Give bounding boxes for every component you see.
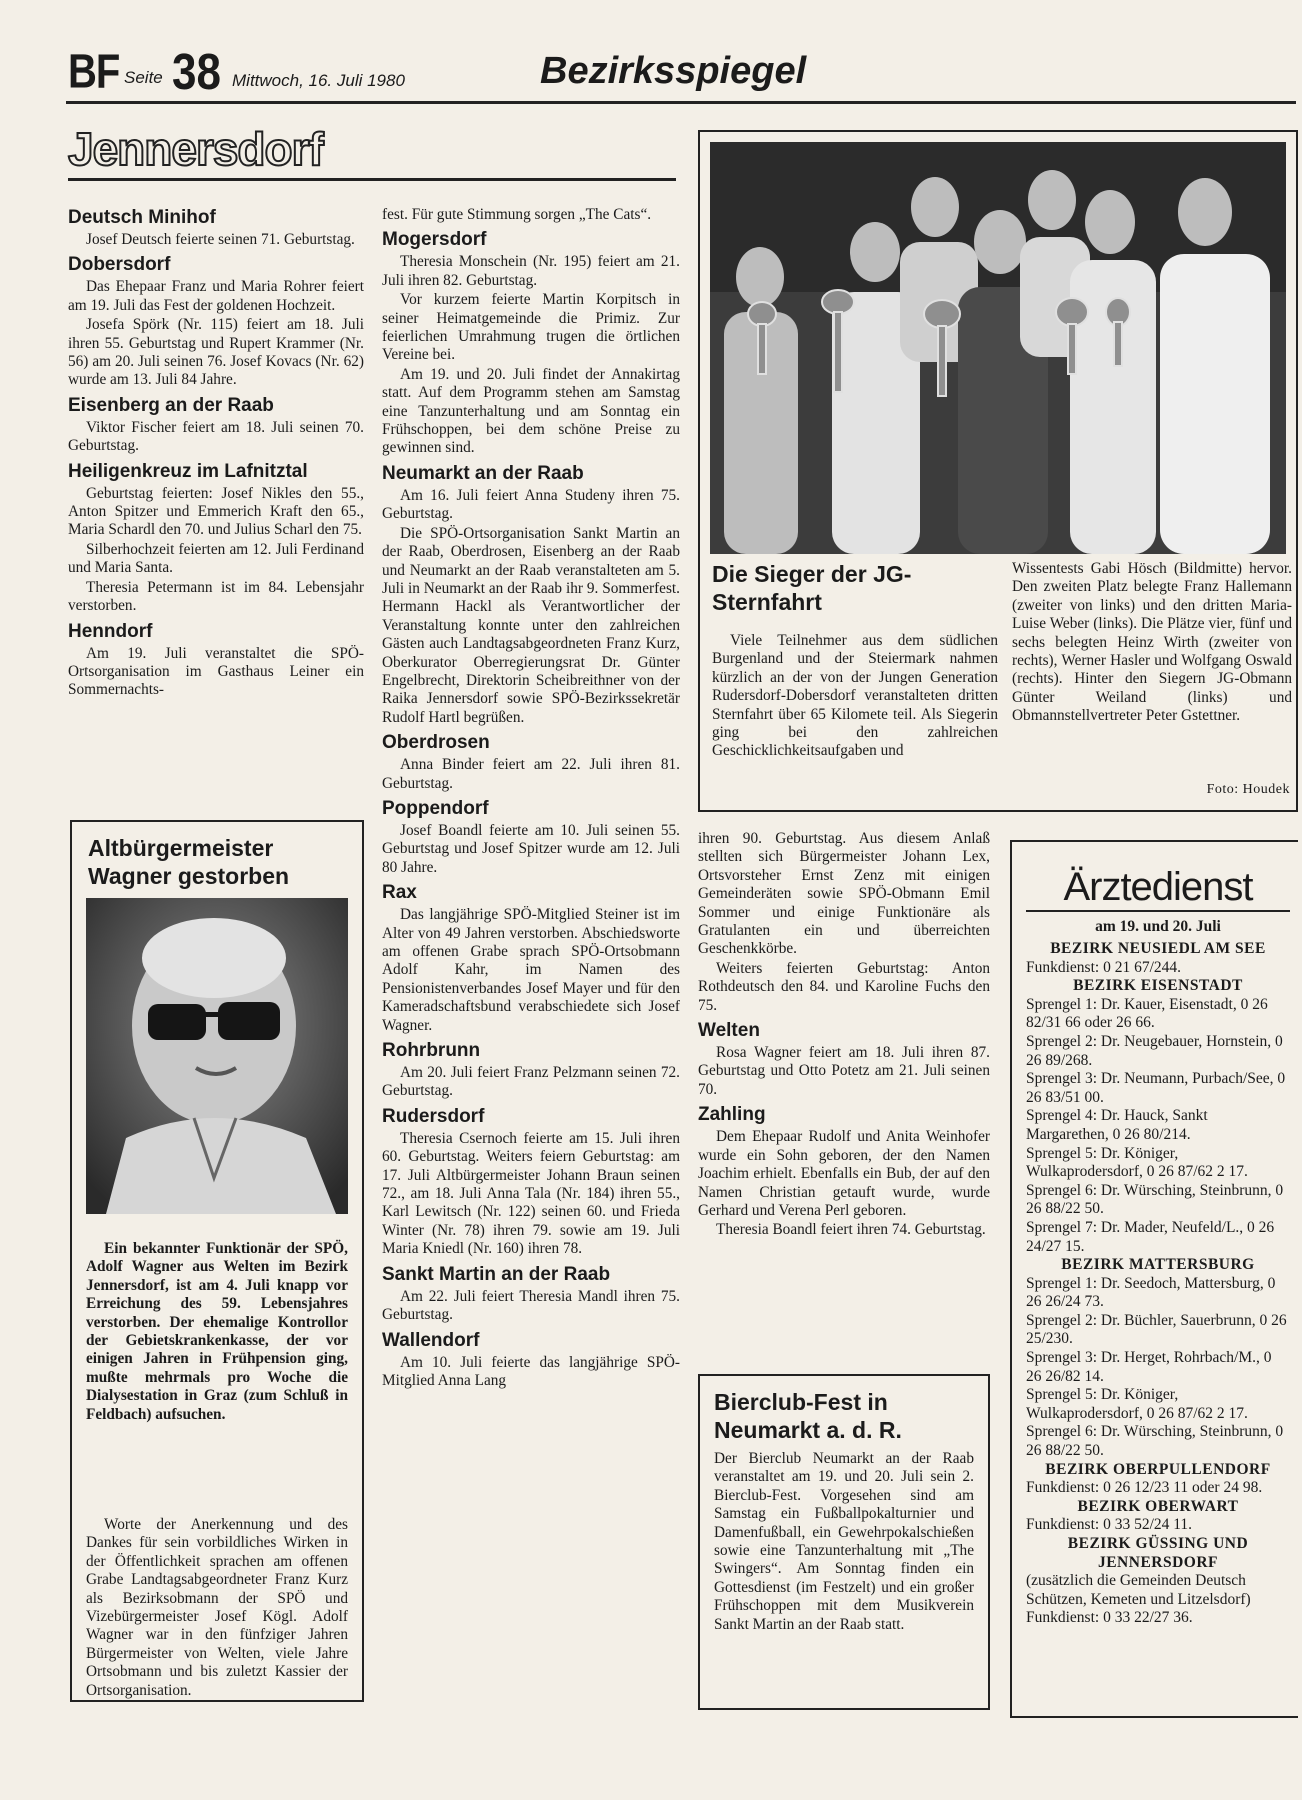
- issue-date: Mittwoch, 16. Juli 1980: [232, 71, 405, 90]
- obituary-box: [70, 820, 364, 1702]
- news-column-2: [382, 206, 680, 1391]
- item-paragraph: Am 19. Juli veranstaltet die SPÖ-Ortsorganisation im Gasthaus Leiner ein Sommernachts-: [68, 644, 364, 699]
- item-heading: Welten: [698, 1020, 760, 1042]
- item-heading: Zahling: [698, 1104, 766, 1126]
- item-heading: Wallendorf: [382, 1329, 480, 1351]
- obituary-body: Worte der Anerkennung und des Dankes für sein vorbildliches Wirken in der Öffentlichkeit sprachen am offenen Grabe Landtagsabgeordneter Franz Kurz als Bezirksobmann der SPÖ und Vizebürgermeister Josef Kögl. Adolf Wagner war in den fünfziger Jahren Bürgermeister von Welten, viele Jahre Ortsobmann und bis zuletzt Kassier der Ortsorganisation.: [86, 1516, 348, 1699]
- doctor-service-dates: am 19. und 20. Juli: [1095, 918, 1221, 935]
- doctor-entry: Sprengel 2: Dr. Büchler, Sauerbrunn, 0 26 25/230.: [1026, 1311, 1287, 1348]
- item-paragraph: Theresia Petermann ist im 84. Lebensjahr verstorben.: [68, 578, 364, 615]
- obituary-title: Altbürgermeister Wagner gestorben: [88, 835, 290, 889]
- doctor-entry: Sprengel 5: Dr. Königer, Wulkaprodersdorf, 0 26 87/62 2 17.: [1026, 1144, 1248, 1181]
- news-column-3: [698, 830, 990, 1241]
- doctor-entry: Sprengel 3: Dr. Herget, Rohrbach/M., 0 26 26/82 14.: [1026, 1349, 1272, 1385]
- item-heading: Poppendorf: [382, 797, 489, 819]
- doctor-entry: Sprengel 5: Dr. Königer, Wulkaprodersdorf, 0 26 87/62 2 17.: [1026, 1386, 1248, 1422]
- district-heading: BEZIRK OBERPULLENDORF: [1045, 1460, 1271, 1478]
- doctor-entry: Sprengel 6: Dr. Würsching, Steinbrunn, 0 26 88/22 50.: [1026, 1423, 1284, 1460]
- district-heading: BEZIRK MATTERSBURG: [1061, 1256, 1255, 1274]
- item-heading: Mogersdorf: [382, 229, 487, 251]
- district-heading: BEZIRK EISENSTADT: [1073, 977, 1243, 995]
- bierclub-box: [698, 1374, 990, 1710]
- section-title: Bezirksspiegel: [540, 50, 807, 92]
- item-paragraph: Vor kurzem feierte Martin Korpitsch in seiner Heimatgemeinde die Primiz. Zur feierlichen Umrahmung trugen die örtlichen Vereine bei.: [382, 291, 680, 364]
- portrait-photo: [86, 898, 348, 1214]
- doctor-entry: Funkdienst: 0 21 67/244.: [1026, 958, 1182, 976]
- doctor-service-list: [1026, 940, 1290, 1628]
- district-heading: BEZIRK OBERWART: [1077, 1497, 1239, 1515]
- item-heading: Henndorf: [68, 620, 153, 642]
- page-label: Seite: [124, 68, 163, 87]
- item-paragraph: ihren 90. Geburtstag. Aus diesem Anlaß stellten sich Bürgermeister Johann Lex, Ortsvorsteher Ernst Zenz mit einigen Gemeinderäten sowie SPÖ-Obmann Emil Sommer und einige Funktionäre als Gratulanten ein und überreichten Geschenkkörbe.: [698, 830, 990, 958]
- photo-story-text-1: Viele Teilnehmer aus dem südlichen Burgenland und der Steiermark nahmen kürzlich an der von der Jungen Generation Rudersdorf-Dobersdorf veranstalteten dritten Sternfahrt über 65 Kilomete teil. Als Siegerin ging bei den zahlreichen Geschicklichkeitsaufgaben und: [712, 632, 998, 760]
- winners-image: [710, 142, 1286, 554]
- doctor-entry: Sprengel 6: Dr. Würsching, Steinbrunn, 0 26 88/22 50.: [1026, 1181, 1284, 1218]
- doctor-entry: Sprengel 2: Dr. Neugebauer, Hornstein, 0 26 89/268.: [1026, 1032, 1283, 1069]
- item-paragraph: Josefa Spörk (Nr. 115) feiert am 18. Juli ihren 55. Geburtstag und Rupert Krammer (Nr. 56) am 20. Juli seinen 76. Josef Kovacs (Nr. 62) wurde am 13. Juli 84 Jahre.: [68, 316, 364, 389]
- bierclub-text: Der Bierclub Neumarkt an der Raab veranstaltet am 19. und 20. Juli sein 2. Bierclub-Fest. Vorgesehen sind am Samstag ein Fußballpokalturnier und Damenfußball, ein Gewehrpokalschießen sowie eine Tanzunterhaltung mit „The Swingers“. Am Sonntag finden ein Gottesdienst (im Festzelt) und ein großer Frühschoppen mit dem Musikverein Sankt Martin an der Raab statt.: [714, 1450, 974, 1633]
- photo-story-text-2: Wissentests Gabi Hösch (Bildmitte) hervor. Den zweiten Platz belegte Franz Hallemann (zweiter von links) und den dritten Maria-Luise Weber (links). Die Plätze vier, fünf und sechs belegten Heinz Wirth (zweiter von rechts), Werner Hasler und Wolfgang Oswald (rechts). Hinter den Siegern JG-Obmann Günter Weiland (links) und Obmannstellvertreter Peter Gstettner.: [1012, 560, 1292, 725]
- item-paragraph: Josef Deutsch feierte seinen 71. Geburtstag.: [86, 231, 355, 248]
- item-paragraph: Rosa Wagner feiert am 18. Juli ihren 87. Geburtstag und Otto Potetz am 21. Juli seinen 70.: [698, 1044, 990, 1098]
- district-heading: BEZIRK GÜSSING UND JENNERSDORF: [1067, 1535, 1249, 1571]
- item-heading: Rohrbrunn: [382, 1040, 481, 1062]
- item-paragraph: Josef Boandl feierte am 10. Juli seinen 55. Geburtstag und Josef Spitzer wurde am 12. Juli 80 Jahre.: [382, 821, 680, 876]
- item-paragraph: Weiters feierten Geburtstag: Anton Rothdeutsch den 84. und Karoline Fuchs den 75.: [698, 959, 990, 1014]
- photo-story-box: [698, 130, 1298, 812]
- item-heading: Heiligenkreuz im Lafnitztal: [68, 460, 308, 482]
- photo-credit: Foto: Houdek: [1206, 782, 1290, 797]
- item-paragraph: Am 16. Juli feiert Anna Studeny ihren 75. Geburtstag.: [382, 486, 680, 523]
- item-paragraph: Silberhochzeit feierten am 12. Juli Ferdinand und Maria Santa.: [68, 540, 364, 577]
- doctor-service-box: [1010, 840, 1298, 1718]
- news-column-1: [68, 206, 364, 701]
- doctor-entry: Funkdienst: 0 33 52/24 11.: [1026, 1516, 1193, 1534]
- item-paragraph: Das Ehepaar Franz und Maria Rohrer feiert am 19. Juli das Fest der goldenen Hochzeit.: [68, 278, 364, 314]
- item-paragraph: Dem Ehepaar Rudolf und Anita Weinhofer wurde ein Sohn geboren, der den Namen Joachim erhielt. Ebenfalls ein Bub, der auf den Namen Christian getauft wurde, wurde Gerhard und Verena Perl geboren.: [698, 1128, 990, 1219]
- doctor-entry: Sprengel 1: Dr. Seedoch, Mattersburg, 0 26 26/24 73.: [1026, 1274, 1276, 1311]
- obituary-lead: Ein bekannter Funktionär der SPÖ, Adolf Wagner aus Welten im Bezirk Jennersdorf, ist am 4. Juli knapp vor Erreichung des 59. Lebensjahres verstorben. Der ehemalige Kontrollor der Gebietskrankenkasse, der vor einigen Jahren in Frühpension ging, mußte mehrmals pro Woche die Dialysestation in Graz (zum Schluß in Feldbach) aufsuchen.: [86, 1240, 348, 1423]
- page-number: 38: [172, 44, 221, 101]
- item-heading: Neumarkt an der Raab: [382, 462, 584, 484]
- item-heading: Deutsch Minihof: [68, 207, 216, 228]
- item-paragraph: Die SPÖ-Ortsorganisation Sankt Martin an der Raab, Oberdrosen, Eisenberg an der Raab und Neumarkt an der Raab veranstalteten am 5. Juli in Neumarkt an der Raab ihr 9. Sommerfest. Hermann Hackl als Verantwortlicher der Veranstaltung konnte unter den zahlreichen Gästen auch Landtagsabgeordneten Franz Kurz, Oberkurator Oberregierungsrat Dr. Günter Engelbrecht, Direktorin Scheibreithner von der Raika Jennersdorf sowie SPÖ-Bezirkssekretär Rudolf Hartl begrüßen.: [382, 524, 680, 726]
- district-rule: [68, 178, 676, 181]
- item-paragraph: Am 22. Juli feiert Theresia Mandl ihren 75. Geburtstag.: [382, 1287, 680, 1324]
- item-heading: Sankt Martin an der Raab: [382, 1263, 611, 1285]
- item-paragraph: Theresia Csernoch feierte am 15. Juli ihren 60. Geburtstag. Weiters feiern Geburtstag: am 17. Juli Altbürgermeister Johann Braun seinen 72., am 18. Juli Anna Tala (Nr. 184) ihren 55., Karl Lewitsch (Nr. 122) seinen 60. und Frieda Winter (Nr. 78) ihren 79. sowie am 19. Juli Maria Kniedl (Nr. 160) ihren 78.: [382, 1129, 680, 1258]
- doctor-entry: Sprengel 7: Dr. Mader, Neufeld/L., 0 26 24/27 15.: [1026, 1218, 1275, 1255]
- doctor-entry: (zusätzlich die Gemeinden Deutsch Schützen, Kemeten und Litzelsdorf): [1026, 1572, 1251, 1608]
- district-heading: BEZIRK NEUSIEDL AM SEE: [1050, 940, 1266, 957]
- photo-story-title: Die Sieger der JG-Sternfahrt: [712, 561, 912, 615]
- doctor-entry: Funkdienst: 0 26 12/23 11 oder 24 98.: [1026, 1479, 1263, 1497]
- item-paragraph: Viktor Fischer feiert am 18. Juli seinen 70. Geburtstag.: [68, 418, 364, 455]
- item-paragraph: Theresia Monschein (Nr. 195) feiert am 21. Juli ihren 82. Geburtstag.: [382, 253, 680, 289]
- doctor-entry: Sprengel 4: Dr. Hauck, Sankt Margarethen, 0 26 80/214.: [1026, 1107, 1208, 1143]
- item-heading: Rudersdorf: [382, 1105, 485, 1127]
- portrait-image: [86, 898, 348, 1214]
- winners-photo: [710, 142, 1286, 554]
- item-paragraph: Am 20. Juli feiert Franz Pelzmann seinen 72. Geburtstag.: [382, 1064, 680, 1100]
- doctor-entry: Sprengel 3: Dr. Neumann, Purbach/See, 0 26 83/51 00.: [1026, 1070, 1286, 1106]
- item-paragraph: Am 10. Juli feierte das langjährige SPÖ-Mitglied Anna Lang: [382, 1353, 680, 1389]
- doctor-service-title: Ärztedienst: [1026, 864, 1290, 912]
- newspaper-logo: BF: [68, 45, 120, 99]
- item-paragraph: Anna Binder feiert am 22. Juli ihren 81. Geburtstag.: [382, 756, 680, 792]
- doctor-entry: Funkdienst: 0 33 22/27 36.: [1026, 1609, 1193, 1627]
- item-paragraph: Theresia Boandl feiert ihren 74. Geburtstag.: [716, 1221, 986, 1239]
- bierclub-title: Bierclub-Fest in Neumarkt a. d. R.: [714, 1389, 902, 1443]
- item-paragraph: fest. Für gute Stimmung sorgen „The Cats“.: [382, 206, 652, 223]
- item-heading: Dobersdorf: [68, 254, 171, 276]
- item-paragraph: Das langjährige SPÖ-Mitglied Steiner ist im Alter von 49 Jahren verstorben. Abschiedsworte am offenen Grabe sprach SPÖ-Ortsobmann Adolf Kahr, im Namen des Pensionistenverbandes Josef Mayer und für den Kameradschaftsbund verabschiedete sich Josef Wagner.: [382, 906, 680, 1034]
- masthead-rule: [66, 101, 1296, 104]
- item-heading: Rax: [382, 882, 417, 904]
- district-title: Jennersdorf: [68, 123, 323, 175]
- item-paragraph: Am 19. und 20. Juli findet der Annakirtag statt. Auf dem Programm stehen am Samstag eine Tanzunterhaltung und am Sonntag ein Frühschoppen, bei dem schöne Preise zu gewinnen sind.: [382, 365, 680, 457]
- item-paragraph: Geburtstag feierten: Josef Nikles den 55., Anton Spitzer und Emmerich Kraft den 65., Maria Schardl den 70. und Julius Scharl den 75.: [68, 484, 364, 539]
- item-heading: Eisenberg an der Raab: [68, 394, 274, 416]
- item-heading: Oberdrosen: [382, 732, 490, 754]
- doctor-entry: Sprengel 1: Dr. Kauer, Eisenstadt, 0 26 82/31 66 oder 26 66.: [1026, 995, 1268, 1032]
